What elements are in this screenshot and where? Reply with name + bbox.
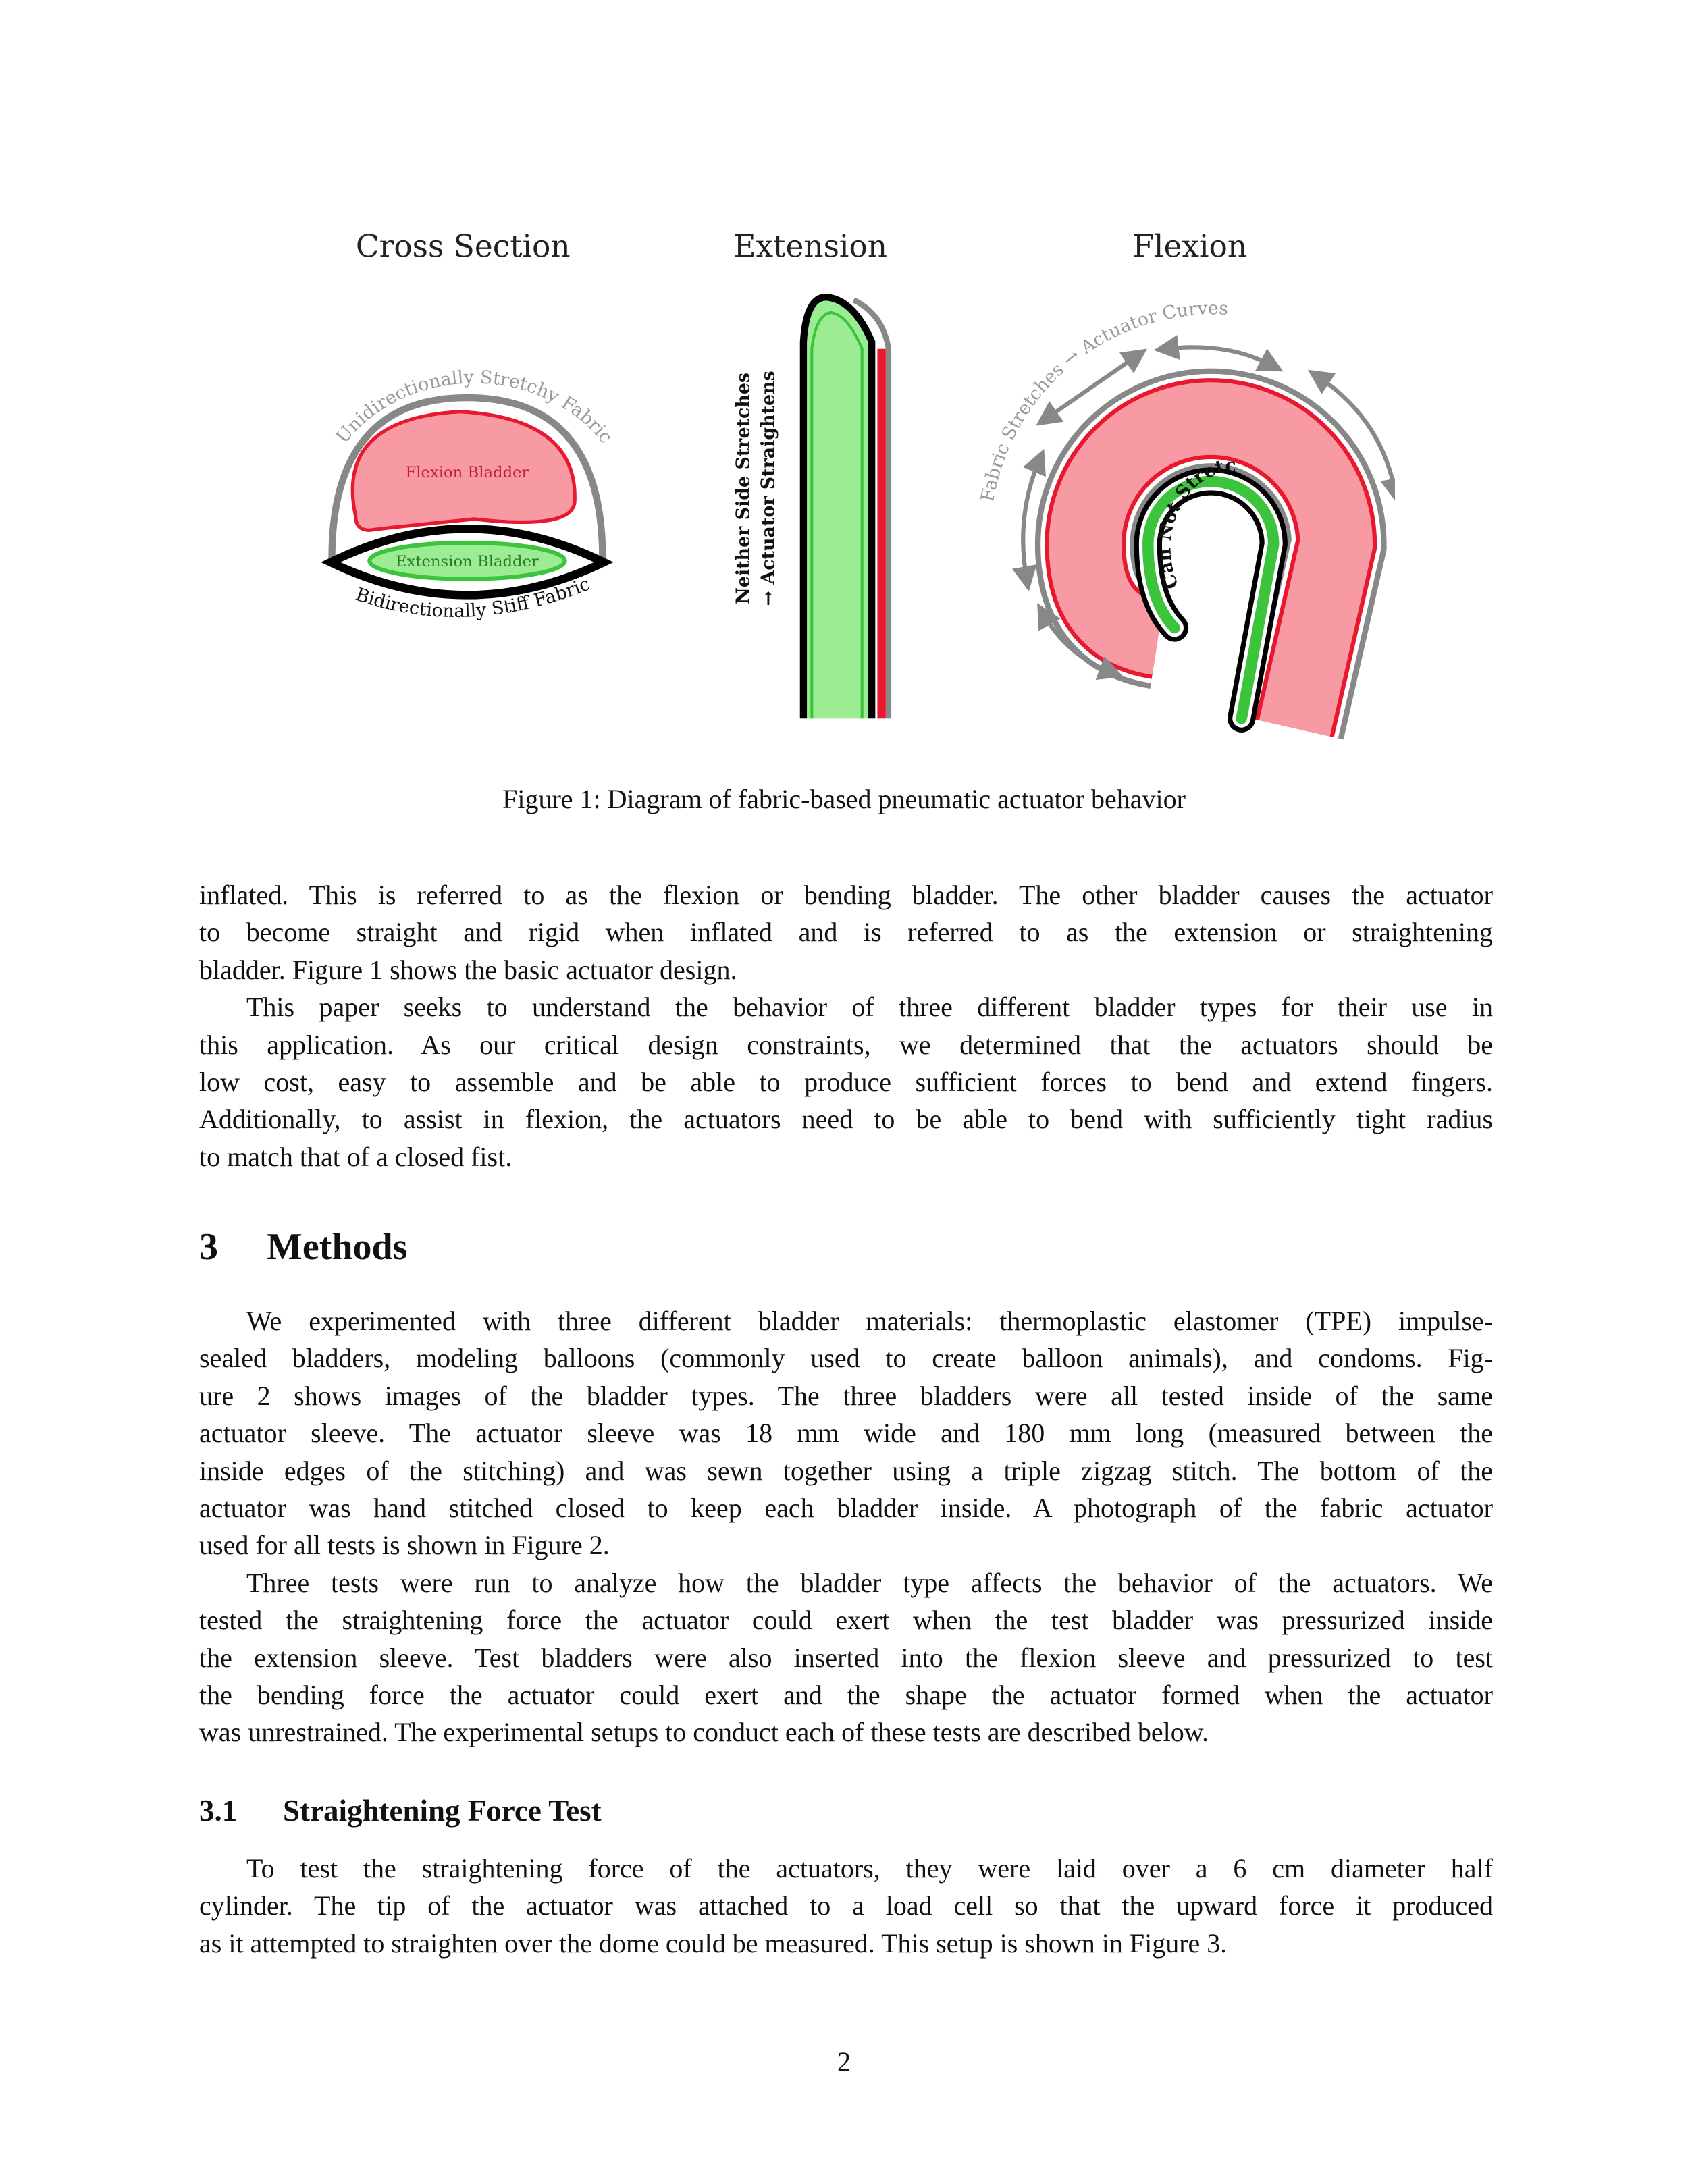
cross-section-drawing <box>330 367 616 622</box>
text-line: bladder. Figure 1 shows the basic actuator design. <box>199 954 737 985</box>
text-line: used for all tests is shown in Figure 2. <box>199 1530 610 1561</box>
text-line: as it attempted to straighten over the dome could be measured. This setup is shown in Figure 3. <box>199 1927 1228 1959</box>
panel-title-extension: Extension <box>733 228 888 265</box>
text-line: to become straight and rigid when inflated and is referred to as the extension or straightening <box>199 917 1493 948</box>
text-line: This paper seeks to understand the behavior of three different bladder types for their use in <box>246 992 1493 1023</box>
figure-1-diagram <box>279 209 1395 753</box>
body-text-intro <box>199 876 1493 1175</box>
text-line: sealed bladders, modeling balloons (commonly used to create balloon animals), and condoms. Fig- <box>199 1343 1493 1374</box>
text-line: low cost, easy to assemble and be able to produce sufficient forces to bend and extend fingers. <box>199 1066 1493 1097</box>
text-line: actuator sleeve. The actuator sleeve was 18 mm wide and 180 mm long (measured between the <box>199 1418 1493 1449</box>
text-line: this application. As our critical design constraints, we determined that the actuators should be <box>199 1029 1493 1060</box>
extension-bladder-label: Extension Bladder <box>395 553 539 571</box>
text-line: To test the straightening force of the actuators, they were laid over a 6 cm diameter half <box>246 1853 1493 1884</box>
panel-title-flexion: Flexion <box>1132 228 1248 265</box>
subsection-title: Straightening Force Test <box>283 1794 602 1828</box>
text-line: Three tests were run to analyze how the bladder type affects the behavior of the actuators. We <box>246 1567 1493 1598</box>
panel-title-cross-section: Cross Section <box>355 228 571 265</box>
text-line: the extension sleeve. Test bladders were also inserted into the flexion sleeve and pressurized to test <box>199 1642 1493 1673</box>
text-line: We experimented with three different bladder materials: thermoplastic elastomer (TPE) impulse- <box>246 1306 1493 1336</box>
text-line: to match that of a closed fist. <box>199 1141 512 1172</box>
body-text-methods <box>199 1302 1493 1751</box>
subsection-heading <box>199 1793 602 1828</box>
section-number: 3 <box>199 1226 218 1268</box>
section-heading <box>199 1225 407 1269</box>
text-line: the bending force the actuator could exert and the shape the actuator formed when the actuator <box>199 1679 1493 1710</box>
subsection-number: 3.1 <box>199 1794 238 1828</box>
text-line: Additionally, to assist in flexion, the actuators need to be able to bend with sufficiently tight radius <box>199 1104 1493 1135</box>
text-line: cylinder. The tip of the actuator was attached to a load cell so that the upward force it produced <box>199 1890 1493 1921</box>
section-title: Methods <box>267 1226 408 1268</box>
text-line: actuator was hand stitched closed to keep each bladder inside. A photograph of the fabric actuator <box>199 1492 1493 1523</box>
flexion-bladder-label: Flexion Bladder <box>405 463 529 481</box>
can-not-stretch-label: Can Not Stretc <box>1154 455 1237 592</box>
page-number: 2 <box>837 2046 851 2077</box>
stiff-fabric-label: Bidirectionally Stiff Fabric <box>352 573 594 622</box>
body-text-straightening <box>199 1850 1493 1962</box>
extension-label-line2: → Actuator Straightens <box>758 371 779 606</box>
text-line: tested the straightening force the actuator could exert when the test bladder was pressurized inside <box>199 1605 1493 1636</box>
extension-label-line1: Neither Side Stretches <box>733 372 754 604</box>
text-line: ure 2 shows images of the bladder types. The three bladders were all tested inside of the same <box>199 1380 1493 1411</box>
figure-caption: Figure 1: Diagram of fabric-based pneumatic actuator behavior <box>502 784 1186 814</box>
text-line: was unrestrained. The experimental setups to conduct each of these tests are described below. <box>199 1717 1209 1748</box>
extension-drawing <box>733 297 889 718</box>
text-line: inflated. This is referred to as the flexion or bending bladder. The other bladder causes the actuator <box>199 880 1493 910</box>
text-line: inside edges of the stitching) and was sewn together using a triple zigzag stitch. The bottom of the <box>199 1455 1493 1486</box>
stretchy-fabric-label: Unidirectionally Stretchy Fabric <box>332 367 616 448</box>
fabric-stretches-label: Fabric Stretches → Actuator Curves <box>977 298 1229 504</box>
